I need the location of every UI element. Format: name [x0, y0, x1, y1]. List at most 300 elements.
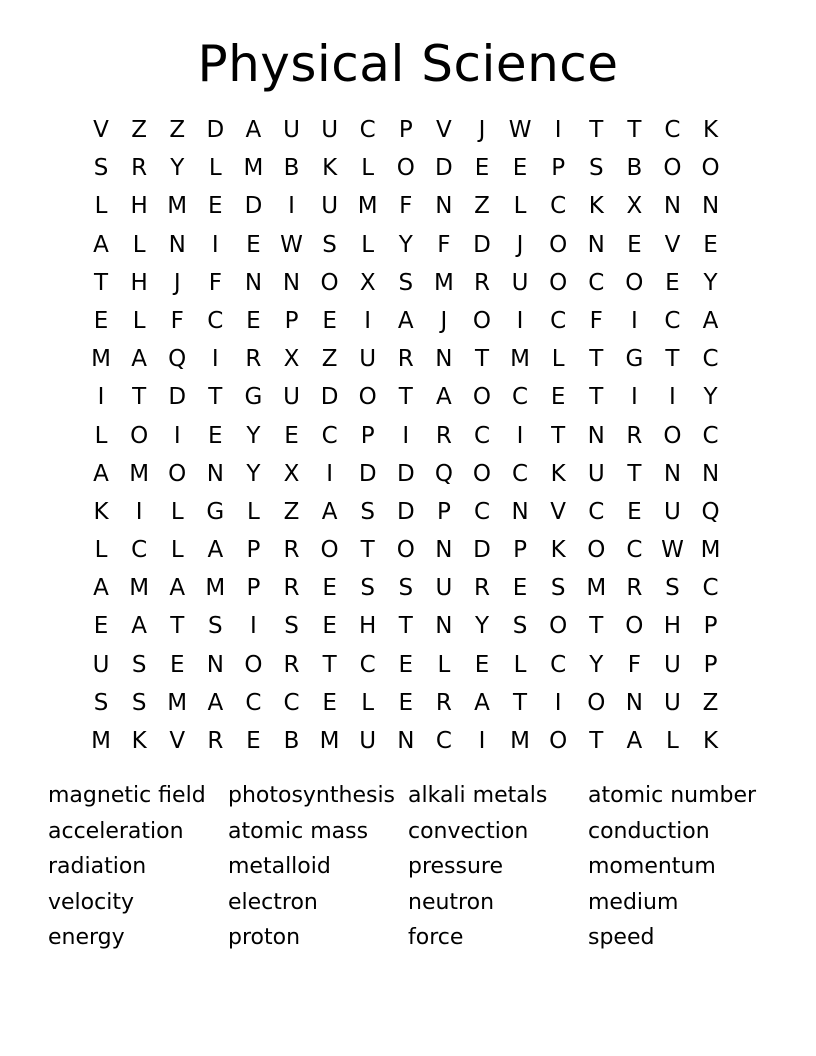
word-bank-item: momentum	[588, 854, 716, 880]
grid-letter: H	[130, 269, 148, 296]
grid-letter: D	[206, 117, 225, 143]
grid-letter: U	[664, 689, 681, 716]
grid-letter: N	[206, 460, 224, 487]
grid-letter: O	[587, 537, 606, 564]
grid-letter: A	[93, 460, 109, 487]
grid-letter: F	[399, 193, 413, 220]
word-bank-item: metalloid	[228, 854, 331, 880]
grid-letter: P	[703, 651, 718, 678]
grid-letter: E	[322, 689, 337, 716]
grid-letter: I	[630, 307, 638, 334]
grid-letter: Z	[283, 498, 300, 525]
grid-letter: U	[359, 728, 377, 754]
word-bank-item: acceleration	[48, 818, 184, 844]
grid-letter: O	[168, 460, 187, 487]
grid-letter: C	[512, 460, 529, 487]
word-bank-item: atomic number	[588, 783, 757, 808]
grid-letter: G	[625, 346, 644, 373]
grid-row	[82, 531, 730, 569]
grid-letter: R	[283, 537, 300, 564]
grid-letter: R	[245, 346, 262, 373]
grid-letter: V	[550, 498, 567, 525]
grid-letter: P	[398, 117, 413, 143]
grid-letter: O	[625, 613, 644, 640]
grid-letter: M	[167, 689, 188, 716]
grid-letter: U	[321, 193, 339, 220]
grid-letter: M	[167, 193, 188, 220]
grid-row	[82, 455, 730, 493]
grid-letter: E	[322, 307, 337, 334]
grid-letter: L	[361, 689, 375, 716]
grid-letter: H	[359, 613, 377, 640]
grid-letter: O	[472, 307, 492, 334]
grid-letter: N	[701, 460, 720, 487]
grid-letter: C	[588, 269, 605, 296]
grid-row	[82, 646, 730, 684]
grid-letter: I	[97, 384, 105, 411]
grid-letter: N	[625, 689, 643, 716]
grid-row	[82, 149, 730, 187]
grid-letter: D	[168, 384, 187, 411]
grid-letter: N	[435, 193, 453, 220]
grid-letter: Y	[703, 269, 718, 296]
grid-letter: U	[435, 575, 453, 602]
grid-letter: D	[396, 460, 415, 487]
grid-letter: P	[246, 575, 261, 602]
grid-row	[82, 607, 730, 645]
grid-letter: R	[397, 346, 414, 373]
word-bank-item: speed	[588, 925, 655, 951]
grid-letter: R	[283, 651, 300, 678]
grid-letter: C	[702, 575, 719, 602]
grid-letter: L	[94, 422, 108, 449]
grid-letter: K	[703, 117, 719, 143]
grid-letter: A	[245, 117, 262, 143]
grid-row	[82, 684, 730, 722]
grid-letter: O	[472, 460, 492, 487]
grid-letter: L	[247, 498, 260, 525]
grid-letter: I	[478, 728, 486, 754]
grid-letter: A	[93, 575, 109, 602]
grid-letter: O	[358, 384, 377, 411]
grid-letter: S	[131, 689, 147, 716]
grid-letter: M	[243, 155, 264, 182]
grid-letter: V	[664, 231, 681, 258]
grid-letter: E	[284, 422, 299, 449]
grid-letter: N	[244, 269, 263, 296]
grid-letter: D	[473, 231, 491, 258]
grid-letter: R	[131, 155, 148, 182]
grid-row	[82, 417, 730, 455]
grid-letter: V	[169, 728, 186, 754]
grid-letter: X	[283, 346, 300, 373]
grid-letter: L	[94, 193, 108, 220]
grid-letter: P	[360, 422, 375, 449]
grid-letter: K	[131, 728, 147, 754]
grid-letter: E	[208, 193, 223, 220]
grid-letter: R	[473, 575, 490, 602]
grid-letter: C	[512, 384, 529, 411]
grid-letter: D	[320, 384, 339, 411]
grid-letter: E	[322, 613, 337, 640]
grid-letter: S	[360, 498, 375, 525]
grid-letter: F	[627, 651, 641, 678]
grid-letter: A	[474, 689, 490, 716]
grid-letter: E	[512, 575, 528, 602]
grid-letter: C	[550, 651, 567, 678]
grid-letter: M	[700, 537, 721, 564]
grid-letter: N	[511, 498, 529, 525]
grid-letter: R	[283, 575, 300, 602]
grid-letter: T	[208, 384, 223, 411]
grid-letter: I	[326, 460, 333, 487]
grid-letter: S	[398, 269, 414, 296]
grid-letter: Y	[246, 460, 261, 487]
grid-letter: N	[435, 537, 453, 564]
grid-letter: E	[169, 651, 185, 678]
grid-letter: V	[93, 117, 109, 143]
grid-letter: M	[129, 575, 150, 602]
grid-letter: N	[587, 422, 605, 449]
grid-letter: I	[288, 193, 295, 220]
grid-letter: I	[669, 384, 676, 411]
grid-letter: A	[131, 346, 147, 373]
grid-letter: M	[91, 728, 111, 754]
grid-letter: T	[589, 613, 604, 640]
grid-row	[82, 493, 730, 531]
grid-letter: O	[396, 155, 415, 182]
grid-letter: A	[436, 384, 452, 411]
grid-letter: T	[360, 537, 375, 564]
grid-letter: C	[664, 307, 681, 334]
grid-letter: C	[359, 651, 376, 678]
grid-letter: Z	[169, 117, 186, 143]
grid-letter: N	[663, 460, 682, 487]
grid-letter: Y	[474, 613, 490, 640]
grid-letter: K	[322, 155, 338, 182]
grid-letter: E	[93, 307, 109, 334]
grid-letter: U	[321, 117, 339, 143]
grid-letter: K	[550, 537, 566, 564]
grid-letter: O	[396, 537, 415, 564]
grid-letter: L	[437, 651, 451, 678]
grid-letter: K	[588, 193, 604, 220]
grid-letter: L	[208, 155, 222, 182]
grid-letter: X	[283, 460, 300, 487]
grid-letter: T	[474, 346, 490, 373]
grid-letter: N	[168, 231, 186, 258]
grid-letter: F	[589, 307, 603, 334]
grid-letter: T	[627, 460, 642, 487]
grid-letter: T	[665, 346, 680, 373]
grid-letter: S	[284, 613, 299, 640]
grid-letter: N	[435, 613, 453, 640]
letter-grid	[82, 111, 730, 760]
word-bank-item: velocity	[48, 889, 134, 915]
grid-letter: N	[701, 193, 720, 220]
grid-letter: L	[94, 537, 108, 564]
word-bank-item: electron	[228, 889, 318, 915]
grid-letter: O	[549, 231, 568, 258]
grid-letter: C	[283, 689, 300, 716]
word-bank-item: energy	[48, 925, 125, 951]
grid-letter: O	[625, 269, 644, 296]
grid-letter: Z	[474, 193, 490, 220]
grid-letter: M	[91, 346, 111, 373]
grid-row	[82, 264, 730, 302]
grid-letter: N	[206, 651, 224, 678]
grid-letter: U	[283, 384, 300, 411]
grid-letter: C	[245, 689, 262, 716]
grid-letter: Q	[434, 460, 453, 487]
grid-row	[82, 340, 730, 378]
grid-letter: W	[280, 231, 303, 258]
grid-letter: E	[246, 231, 261, 258]
grid-letter: A	[207, 689, 224, 716]
grid-row	[82, 187, 730, 225]
grid-letter: S	[588, 155, 604, 182]
grid-letter: O	[244, 651, 263, 678]
grid-letter: L	[170, 498, 184, 525]
grid-letter: P	[436, 498, 451, 525]
grid-letter: Y	[703, 384, 718, 411]
grid-letter: R	[473, 269, 490, 296]
grid-letter: O	[320, 537, 339, 564]
grid-letter: S	[93, 689, 109, 716]
grid-letter: E	[512, 155, 528, 182]
grid-letter: T	[589, 384, 604, 411]
grid-letter: S	[398, 575, 414, 602]
grid-row	[82, 722, 730, 760]
grid-row	[82, 378, 730, 416]
grid-letter: Q	[168, 346, 187, 373]
grid-letter: T	[513, 689, 528, 716]
grid-letter: P	[513, 537, 528, 564]
grid-letter: M	[319, 728, 340, 754]
grid-letter: U	[587, 460, 605, 487]
grid-letter: A	[169, 575, 186, 602]
grid-row	[82, 111, 730, 149]
grid-letter: F	[170, 307, 184, 334]
grid-letter: F	[208, 269, 222, 296]
grid-letter: M	[586, 575, 607, 602]
grid-letter: L	[132, 307, 146, 334]
grid-letter: O	[549, 613, 568, 640]
grid-letter: K	[550, 460, 566, 487]
grid-letter: H	[663, 613, 682, 640]
grid-letter: T	[398, 613, 413, 640]
grid-letter: R	[435, 422, 452, 449]
grid-letter: Z	[321, 346, 338, 373]
grid-letter: C	[473, 422, 491, 449]
grid-letter: L	[132, 231, 146, 258]
grid-letter: B	[626, 155, 643, 182]
grid-letter: C	[588, 498, 605, 525]
grid-letter: O	[663, 155, 682, 182]
grid-letter: Q	[701, 498, 720, 525]
grid-letter: P	[284, 307, 299, 334]
grid-letter: M	[510, 346, 530, 373]
grid-letter: E	[474, 651, 490, 678]
grid-letter: I	[554, 689, 562, 716]
grid-letter: L	[513, 193, 527, 220]
grid-letter: S	[93, 155, 109, 182]
grid-letter: E	[246, 728, 261, 754]
grid-letter: C	[435, 728, 452, 754]
grid-letter: T	[627, 117, 642, 143]
grid-letter: P	[703, 613, 718, 640]
grid-letter: F	[437, 231, 451, 258]
grid-letter: L	[513, 651, 527, 678]
grid-letter: Z	[702, 689, 719, 716]
grid-letter: T	[589, 346, 604, 373]
grid-letter: Y	[246, 422, 261, 449]
grid-letter: C	[207, 307, 224, 334]
grid-letter: C	[359, 117, 376, 143]
grid-letter: C	[131, 537, 148, 564]
grid-letter: I	[402, 422, 410, 449]
grid-letter: K	[703, 728, 719, 754]
grid-letter: L	[666, 728, 679, 754]
grid-letter: T	[589, 728, 604, 754]
grid-letter: R	[626, 575, 643, 602]
grid-letter: M	[129, 460, 150, 487]
grid-letter: M	[205, 575, 226, 602]
grid-letter: D	[358, 460, 377, 487]
word-bank-item: convection	[408, 818, 529, 844]
grid-letter: T	[551, 422, 566, 449]
grid-letter: I	[211, 231, 219, 258]
grid-letter: D	[473, 537, 491, 564]
grid-letter: K	[93, 498, 109, 525]
grid-letter: I	[516, 307, 524, 334]
grid-letter: P	[246, 537, 261, 564]
grid-letter: R	[207, 728, 224, 754]
grid-row	[82, 226, 730, 264]
grid-letter: O	[549, 728, 568, 754]
grid-letter: R	[435, 689, 452, 716]
grid-letter: C	[550, 193, 567, 220]
grid-row	[82, 569, 730, 607]
grid-letter: T	[170, 613, 185, 640]
grid-letter: M	[357, 193, 378, 220]
grid-letter: T	[589, 117, 604, 143]
grid-letter: Z	[131, 117, 148, 143]
grid-letter: S	[550, 575, 566, 602]
word-bank-item: conduction	[588, 818, 710, 844]
grid-letter: I	[135, 498, 143, 525]
word-bank-item: pressure	[408, 854, 504, 880]
grid-letter: J	[478, 117, 486, 143]
grid-letter: A	[626, 728, 643, 754]
grid-letter: X	[626, 193, 643, 220]
grid-letter: H	[130, 193, 148, 220]
grid-letter: E	[322, 575, 337, 602]
grid-letter: V	[436, 117, 452, 143]
grid-letter: A	[93, 231, 109, 258]
grid-letter: L	[170, 537, 184, 564]
grid-letter: E	[246, 307, 261, 334]
grid-letter: J	[440, 307, 448, 334]
grid-letter: E	[627, 231, 642, 258]
grid-letter: O	[549, 269, 568, 296]
grid-letter: U	[511, 269, 529, 296]
grid-letter: O	[663, 422, 682, 449]
grid-letter: C	[473, 498, 491, 525]
grid-letter: C	[702, 346, 719, 373]
word-bank-item: proton	[228, 925, 301, 951]
grid-letter: G	[206, 498, 225, 525]
grid-letter: O	[701, 155, 720, 182]
grid-letter: I	[554, 117, 562, 143]
grid-letter: A	[321, 498, 338, 525]
grid-letter: W	[661, 537, 684, 564]
grid-letter: X	[359, 269, 376, 296]
word-bank-item: alkali metals	[408, 783, 548, 808]
grid-letter: G	[244, 384, 263, 411]
word-bank-item: atomic mass	[228, 818, 369, 844]
word-bank-item: force	[408, 925, 464, 951]
grid-letter: W	[508, 117, 532, 143]
grid-letter: S	[208, 613, 223, 640]
grid-letter: T	[94, 269, 109, 296]
grid-letter: A	[702, 307, 719, 334]
grid-letter: U	[283, 117, 300, 143]
grid-letter: D	[244, 193, 263, 220]
grid-letter: Y	[589, 651, 604, 678]
grid-letter: S	[665, 575, 680, 602]
grid-letter: Y	[170, 155, 185, 182]
grid-letter: U	[359, 346, 377, 373]
grid-letter: U	[664, 651, 681, 678]
grid-letter: S	[360, 575, 375, 602]
word-bank-item: neutron	[408, 889, 495, 915]
grid-letter: N	[435, 346, 453, 373]
grid-letter: E	[703, 231, 718, 258]
grid-letter: C	[321, 422, 338, 449]
grid-letter: S	[131, 651, 147, 678]
grid-letter: E	[550, 384, 566, 411]
grid-row	[82, 302, 730, 340]
word-bank-item: radiation	[48, 854, 147, 880]
grid-letter: U	[664, 498, 681, 525]
grid-letter: Y	[398, 231, 413, 258]
grid-letter: E	[398, 689, 414, 716]
word-bank	[48, 778, 768, 956]
grid-letter: O	[320, 269, 339, 296]
grid-letter: O	[130, 422, 149, 449]
grid-letter: J	[173, 269, 181, 296]
page-title: Physical Science	[197, 35, 619, 93]
grid-letter: E	[627, 498, 642, 525]
grid-letter: C	[664, 117, 681, 143]
grid-letter: I	[516, 422, 524, 449]
grid-letter: R	[626, 422, 643, 449]
grid-letter: D	[396, 498, 415, 525]
word-bank-item: magnetic field	[48, 783, 206, 808]
grid-letter: T	[322, 651, 337, 678]
grid-letter: B	[283, 155, 300, 182]
grid-letter: B	[283, 728, 300, 754]
grid-letter: L	[551, 346, 565, 373]
grid-letter: D	[435, 155, 453, 182]
grid-letter: S	[512, 613, 528, 640]
grid-letter: N	[282, 269, 301, 296]
grid-letter: N	[587, 231, 605, 258]
grid-letter: U	[92, 651, 110, 678]
word-bank-item: medium	[588, 889, 679, 915]
grid-letter: E	[398, 651, 414, 678]
